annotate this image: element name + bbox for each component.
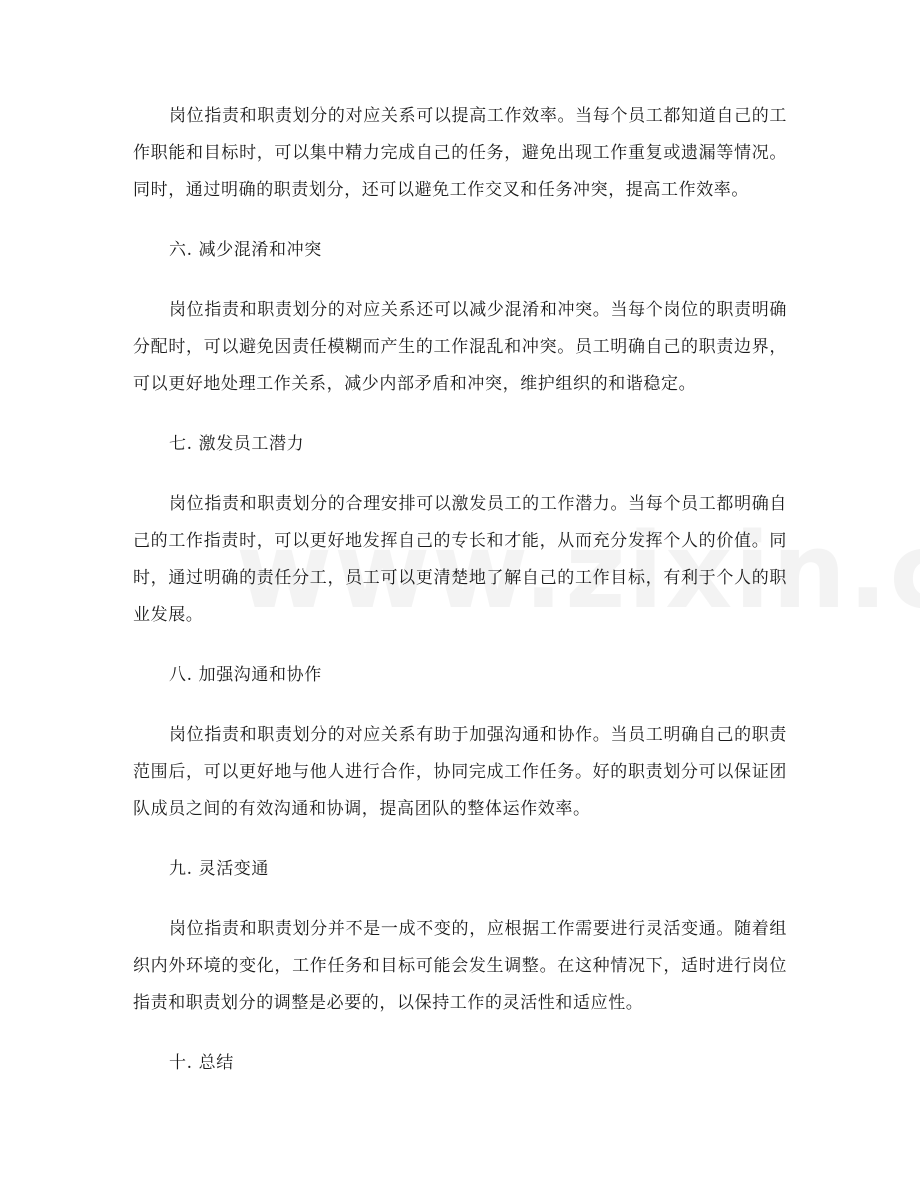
document-body: [133, 98, 787, 1082]
paragraph-flexibility: 岗位指责和职责划分并不是一成不变的，应根据工作需要进行灵活变通。随着组织内外环境的变化，工作任务和目标可能会发生调整。在这种情况下，适时进行岗位指责和职责划分的调整是必要的，以保持工作的灵活性和适应性。: [133, 919, 787, 1013]
heading-summary: 十. 总结: [169, 1053, 234, 1073]
heading-employee-potential: 七. 激发员工潜力: [169, 434, 305, 454]
paragraph-communication: 岗位指责和职责划分的对应关系有助于加强沟通和协作。当员工明确自己的职责范围后，可以更好地与他人进行合作，协同完成工作任务。好的职责划分可以保证团队成员之间的有效沟通和协调，提高团队的整体运作效率。: [133, 725, 787, 819]
paragraph-employee-potential: 岗位指责和职责划分的合理安排可以激发员工的工作潜力。当每个员工都明确自己的工作指责时，可以更好地发挥自己的专长和才能，从而充分发挥个人的价值。同时，通过明确的责任分工，员工可以更清楚地了解自己的工作目标，有利于个人的职业发展。: [133, 494, 787, 625]
paragraph-efficiency: 岗位指责和职责划分的对应关系可以提高工作效率。当每个员工都知道自己的工作职能和目标时，可以集中精力完成自己的任务，避免出现工作重复或遗漏等情况。同时，通过明确的职责划分，还可以避免工作交叉和任务冲突，提高工作效率。: [133, 106, 787, 200]
heading-communication: 八. 加强沟通和协作: [169, 665, 322, 685]
paragraph-reduce-confusion: 岗位指责和职责划分的对应关系还可以减少混淆和冲突。当每个岗位的职责明确分配时，可以避免因责任模糊而产生的工作混乱和冲突。员工明确自己的职责边界，可以更好地处理工作关系，减少内部矛盾和冲突，维护组织的和谐稳定。: [133, 300, 787, 394]
heading-reduce-confusion: 六. 减少混淆和冲突: [169, 240, 322, 260]
heading-flexibility: 九. 灵活变通: [169, 859, 270, 879]
